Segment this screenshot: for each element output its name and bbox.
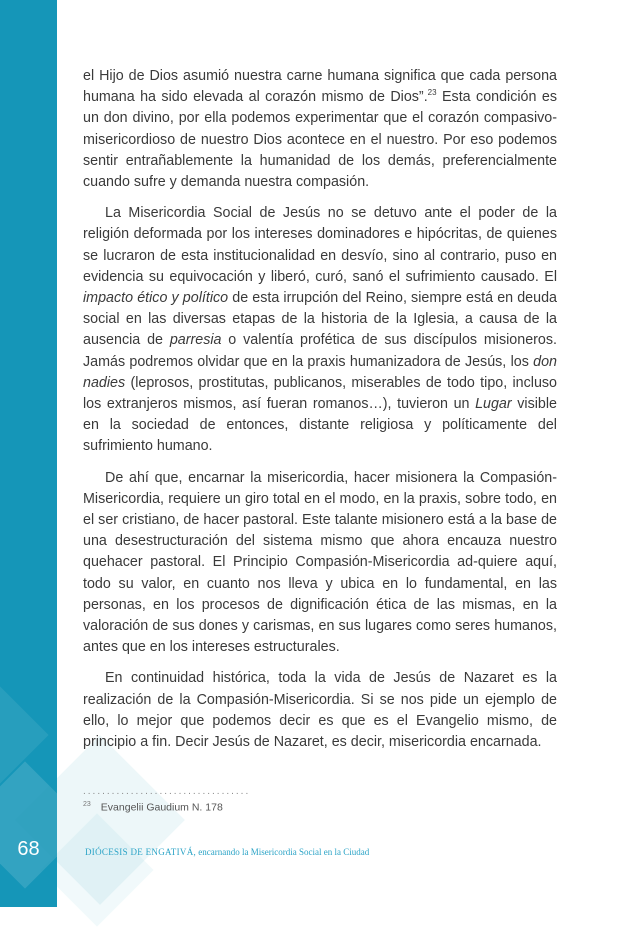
footnote <box>83 801 223 814</box>
footnote-text: Evangelii Gaudium N. 178 <box>100 801 223 814</box>
paragraph-2: La Misericordia Social de Jesús no se detuvo ante el poder de la religión deformada por los intereses dominadores e hipócritas, de quienes se lucraron de esta institucionalidad en desvío, sino al contrario, puso en evidencia su equivocación y liberó, curó, sanó el sufrimiento causado. El impacto ético y político de esta irrupción del Reino, siempre está en deuda social en las diversas etapas de la historia de la Iglesia, a causa de la ausencia de parresia o valentía profética de sus discípulos misioneros. Jamás podremos olvidar que en la praxis humanizadora de Jesús, los don nadies (leprosos, prostitutas, publicanos, miserables de todo tipo, incluso los extranjeros mismos, así fueran romanos…), tuvieron un Lugar visible en la sociedad de entonces, distante religiosa y políticamente del sufrimiento humano. <box>83 205 557 455</box>
footnote-number: 23 <box>83 801 91 808</box>
footnote-separator: ................................... <box>83 786 251 797</box>
paragraph-3: De ahí que, encarnar la misericordia, hacer misionera la Compasión-Misericordia, requiere un giro total en el modo, en la praxis, sobre todo, en el ser cristiano, de hacer pastoral. Este talante misionero está a la base de una desestructuración del sistema mismo que ahora encauza nuestro quehacer pastoral. El Principio Compasión-Misericordia ad-quiere aquí, todo su valor, en cuanto nos lleva y ubica en lo fundamental, en las personas, en los procesos de dignificación ética de las mismas, en la valoración de sus dones y carismas, en sus lugares como seres humanos, antes que en los intereses estructurales. <box>83 469 557 656</box>
body-text <box>83 66 557 763</box>
page-number: 68 <box>17 838 40 860</box>
paragraph-4: En continuidad histórica, toda la vida de Jesús de Nazaret es la realización de la Compasión-Misericordia. Si se nos pide un ejemplo de ello, lo mejor que podemos decir es que es el Evangelio mismo, de principio a fin. Decir Jesús de Nazaret, es decir, misericordia encarnada. <box>83 670 557 751</box>
paragraph-1: el Hijo de Dios asumió nuestra carne humana significa que cada persona humana ha sido elevada al corazón mismo de Dios”.$^{23}$ Esta condición es un don divino, por ella podemos experimentar que el corazón compasivo-misericordioso de nuestro Dios acontece en el nuestro. Por eso podemos sentir entrañablemente la humanidad de los demás, preferencialmente cuando sufre y demanda nuestra compasión. <box>83 68 557 191</box>
footer-subtitle: encarnando la Misericordia Social en la Ciudad <box>196 847 370 857</box>
running-footer <box>85 847 369 857</box>
footer-diocese: DIÓCESIS DE ENGATIVÁ, <box>85 847 197 857</box>
page-sidebar <box>0 0 57 907</box>
footnote-ref: 23 <box>427 88 437 98</box>
